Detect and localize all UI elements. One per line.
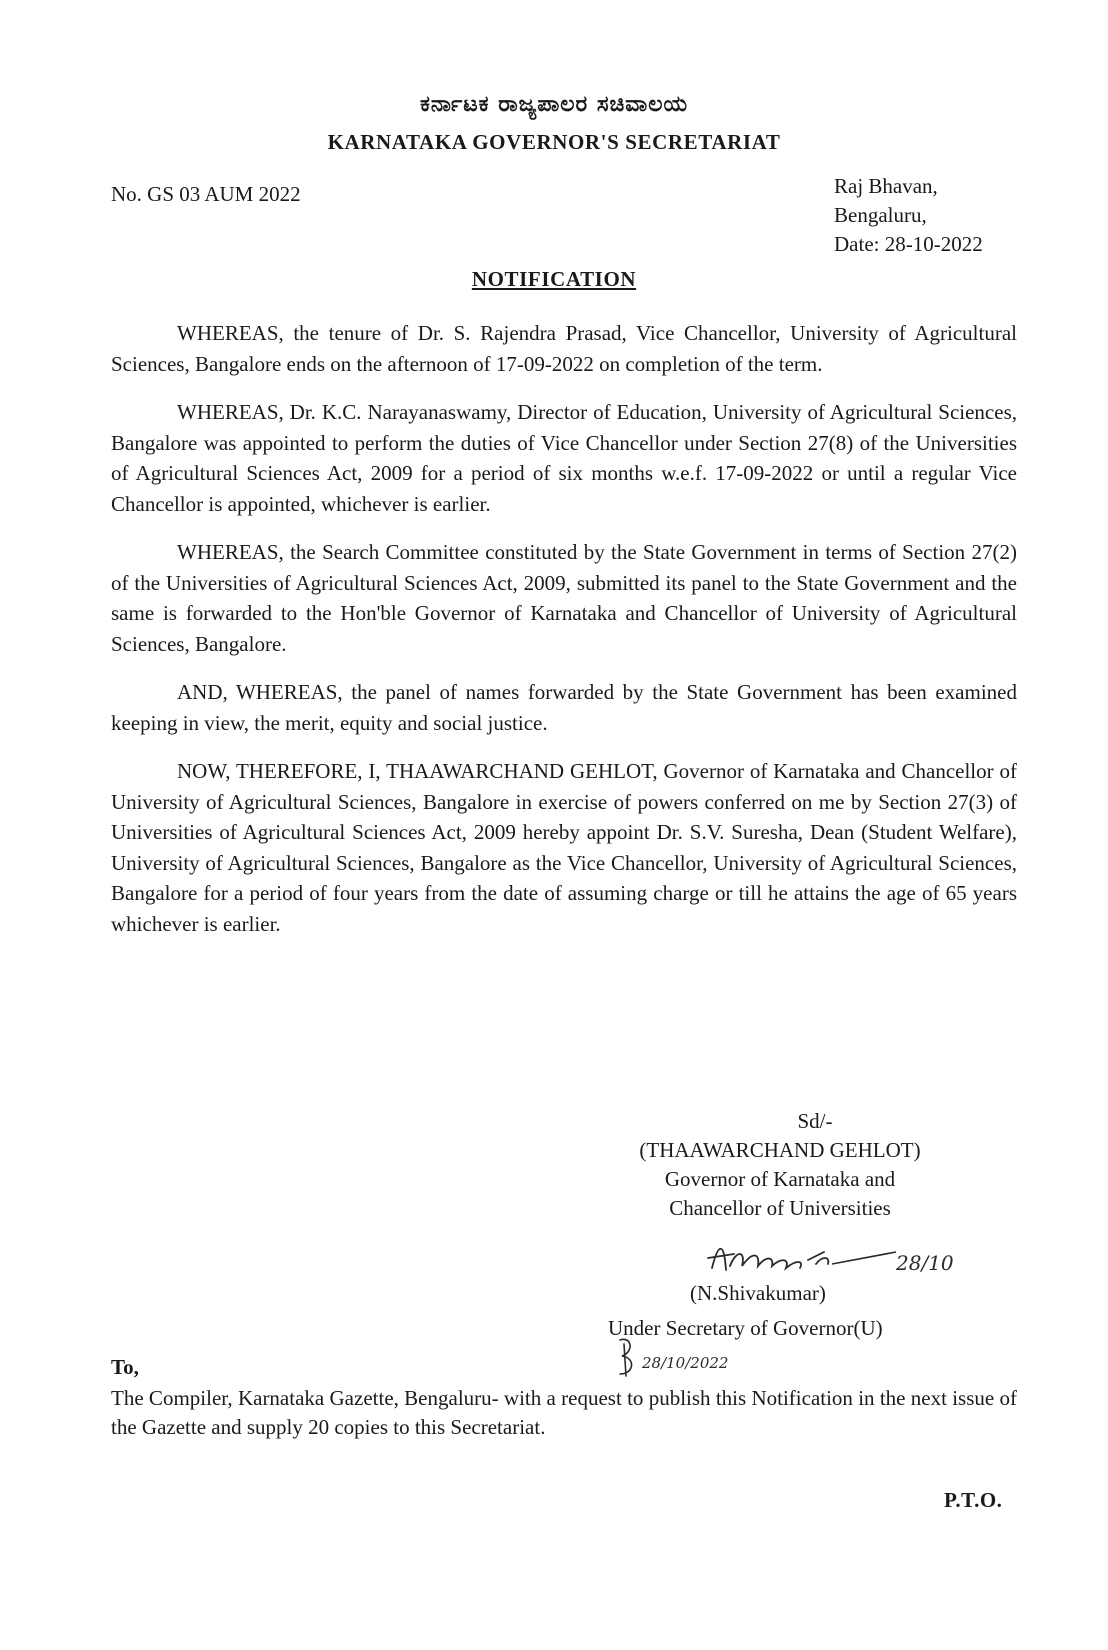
to-label: To, (111, 1355, 139, 1379)
address-block (834, 172, 983, 259)
sd-mark: Sd/- (797, 1109, 833, 1133)
document-date: Date: 28-10-2022 (834, 232, 983, 256)
paragraph-tenure: WHEREAS, the tenure of Dr. S. Rajendra Prasad, Vice Chancellor, University of Agricultural Sciences, Bangalore ends on the afternoon of 17-09-2022 on completion of the term. (111, 321, 1017, 376)
governor-signature-block (620, 1107, 940, 1223)
paragraph-appointment-order: NOW, THEREFORE, I, THAAWARCHAND GEHLOT, Governor of Karnataka and Chancellor of University of Agricultural Sciences, Bangalore in exercise of powers conferred on me by Section 27(3) of Universities of Agricultural Sciences Act, 2009 hereby appoint Dr. S.V. Suresha, Dean (Student Welfare), University of Agricultural Sciences, Bangalore as the Vice Chancellor, University of Agricultural Sciences, Bangalore for a period of four years from the date of assuming charge or till he attains the age of 65 years whichever is earlier. (111, 759, 1017, 936)
pto-marker: P.T.O. (944, 1488, 1003, 1512)
recipient-text: The Compiler, Karnataka Gazette, Bengaluru- with a request to publish this Notification in the next issue of the Gazette and supply 20 copies to this Secretariat. (111, 1386, 1017, 1439)
paragraph-search-committee: WHEREAS, the Search Committee constituted by the State Government in terms of Section 27(2) of the Universities of Agricultural Sciences Act, 2009, submitted its panel to the State Government and the same is forwarded to the Hon'ble Governor of Karnataka and Chancellor of University of Agricultural Sciences, Bangalore. (111, 540, 1017, 656)
signature-date-note: 28/10 (896, 1251, 954, 1275)
under-secretary-name: (N.Shivakumar) (690, 1281, 826, 1305)
notification-heading: NOTIFICATION (471, 267, 637, 291)
governor-name: (THAAWARCHAND GEHLOT) (639, 1138, 921, 1162)
address-line-2: Bengaluru, (834, 203, 927, 227)
address-line-1: Raj Bhavan, (834, 174, 938, 198)
secretariat-title: KARNATAKA GOVERNOR'S SECRETARIAT (327, 130, 781, 154)
governor-title-line-2: Chancellor of Universities (669, 1196, 891, 1220)
under-secretary-title: Under Secretary of Governor(U) (608, 1316, 883, 1340)
reference-number: No. GS 03 AUM 2022 (111, 182, 301, 206)
governor-title-line-1: Governor of Karnataka and (664, 1167, 896, 1191)
notification-body (111, 318, 1017, 957)
handwritten-initials (612, 1334, 752, 1380)
initials-date-note: 28/10/2022 (642, 1354, 729, 1372)
paragraph-interim-appointment: WHEREAS, Dr. K.C. Narayanaswamy, Director of Education, University of Agricultural Sciences, Bangalore was appointed to perform the duties of Vice Chancellor under Section 27(8) of the Universities of Agricultural Sciences Act, 2009 for a period of six months w.e.f. 17-09-2022 or until a regular Vice Chancellor is appointed, whichever is earlier. (111, 400, 1017, 516)
paragraph-panel-examined: AND, WHEREAS, the panel of names forwarded by the State Government has been examined keeping in view, the merit, equity and social justice. (111, 680, 1017, 735)
kannada-title: ಕರ್ನಾಟಕ ರಾಜ್ಯಪಾಲರ ಸಚಿವಾಲಯ (419, 92, 689, 117)
